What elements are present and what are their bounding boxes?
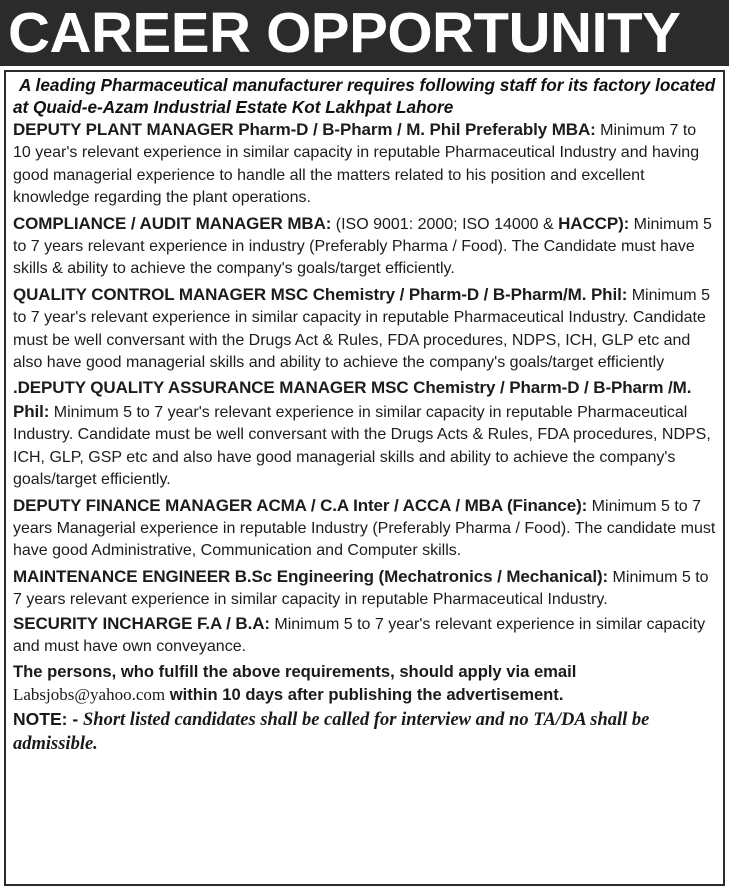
page-title: CAREER OPPORTUNITY [8,0,681,65]
job-listing-deputy-quality-assurance-manager [13,377,716,491]
note-label: NOTE [13,708,62,729]
advertisement-note [13,708,716,756]
job-listing-security-incharge [13,613,716,658]
job-role-detail: Minimum 5 to 7 years relevant experience in similar capacity in reputable Pharmaceutical Industry. [13,568,709,608]
note-separator: : - [61,708,84,729]
job-role-title: DEPUTY FINANCE MANAGER ACMA / C.A Inter / ACCA / MBA (Finance): [13,495,588,515]
job-role-detail: Minimum 5 to 7 years Managerial experience in reputable Industry (Preferably Pharma / Food). The candidate must have good Administrative, Communication and Computer skills. [13,497,716,560]
job-role-detail: Minimum 5 to 7 year's relevant experience in similar capacity in reputable Pharmaceutical Industry. Candidate must be well conversant with the Drugs Acts & Rules, FDA procedures, NDPS, ICH, GLP, GSP etc and also have good managerial skills and ability to achieve the company's goals/target efficiently. [13,403,711,489]
job-listing-deputy-plant-manager [13,119,716,210]
job-role-title: DEPUTY PLANT MANAGER Pharm-D / B-Pharm / M. Phil Preferably MBA: [13,120,596,139]
job-role-detail: Minimum 5 to 7 year's relevant experience in similar capacity and must have own conveyance. [13,616,706,656]
job-role-title: COMPLIANCE / AUDIT MANAGER MBA: [13,213,332,233]
job-role-detail: Minimum 5 to 7 years relevant experience in industry (Preferably Pharma / Food). The Candidate must have skills & ability to achieve the company's goals/target efficiently. [13,215,712,278]
job-role-title: MAINTENANCE ENGINEER B.Sc Engineering (Mechatronics / Mechanical): [13,566,609,586]
job-role-title-continued: HACCP): [558,213,630,233]
job-role-title: QUALITY CONTROL MANAGER MSC Chemistry / Pharm-D / B-Pharm/M. Phil: [13,284,628,304]
advertisement-header-band [0,0,729,66]
note-text: Short listed candidates shall be called for interview and no TA/DA shall be admissible. [13,709,650,754]
job-listing-deputy-finance-manager [13,495,716,563]
advertisement-subtitle: A leading Pharmaceutical manufacturer requires following staff for its factory located at Quaid-e-Azam Industrial Estate Kot Lakhpat Lahore [13,75,716,117]
advertisement-body [4,70,725,886]
contact-email[interactable]: Labsjobs@yahoo.com [13,684,166,704]
job-role-detail: Minimum 7 to 10 year's relevant experience in similar capacity in reputable Pharmaceutical Industry and having good managerial experience to handle all the matters related to his position and excellent knowledge regarding the plant operations. [13,122,700,207]
apply-instruction-line: The persons, who fulfill the above requirements, should apply via email [13,661,577,681]
apply-deadline-text: within 10 days after publishing the advertisement. [165,684,564,704]
job-listing-quality-control-manager [13,284,716,375]
job-role-detail-pre: (ISO 9001: 2000; ISO 14000 & [331,215,559,233]
job-role-detail: Minimum 5 to 7 year's relevant experience in similar capacity in reputable Pharmaceutical Industry. Candidate must be well conversant with the Drugs Act & Rules, FDA procedures, NDPS, ICH, GLP etc and also have good managerial skills and ability to achieve the company's goals/target efficiently [13,286,710,372]
job-role-title: .DEPUTY QUALITY ASSURANCE MANAGER MSC Chemistry / Pharm-D / B-Pharm /M. Phil: [13,378,692,421]
application-instructions [13,661,716,707]
job-listing-compliance-audit-manager [13,213,716,281]
job-role-title: SECURITY INCHARGE F.A / B.A: [13,614,270,634]
job-listing-maintenance-engineer [13,566,716,611]
